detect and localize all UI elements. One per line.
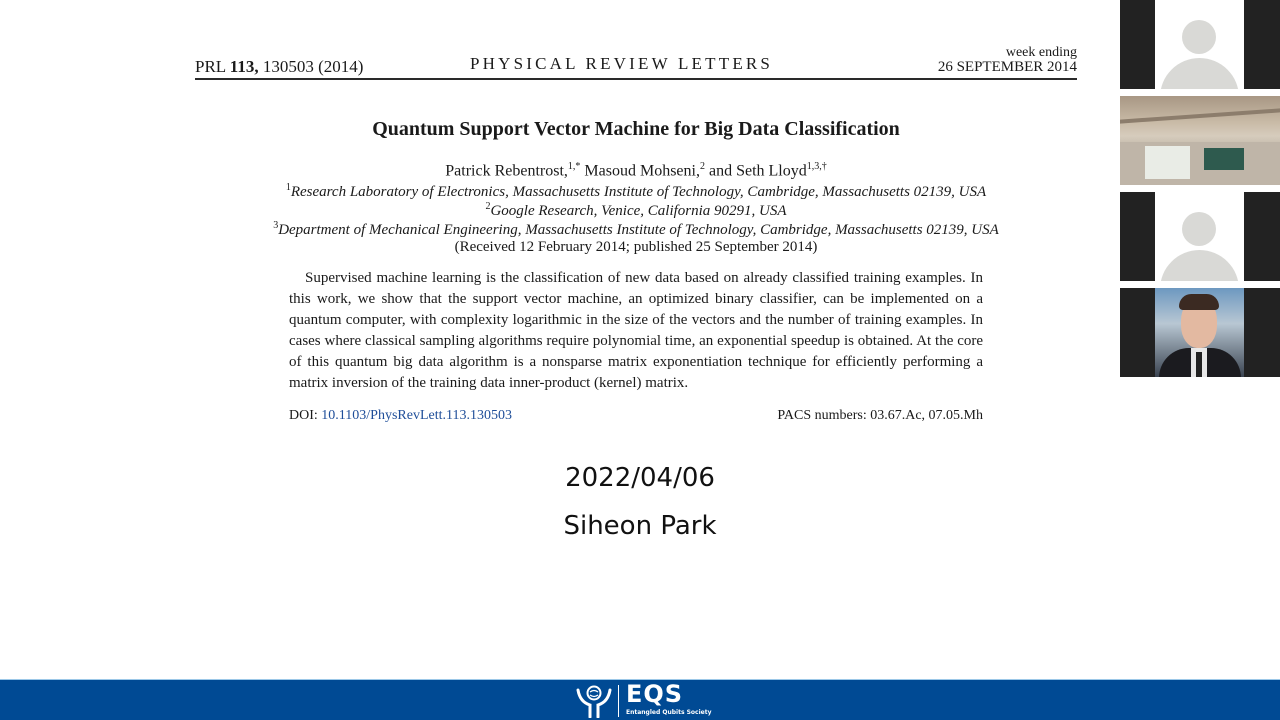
pacs-numbers: PACS numbers: 03.67.Ac, 07.05.Mh — [777, 408, 983, 423]
user-silhouette-icon — [1182, 20, 1216, 54]
projector-screen — [1145, 146, 1190, 179]
doi-link[interactable]: 10.1103/PhysRevLett.113.130503 — [321, 408, 512, 423]
journal-reference: PRL 113, 130503 (2014) — [195, 57, 364, 76]
affiliation-1: $^1$Research Laboratory of Electronics, Massachusetts Institute of Technology, Cambridge, Massachusetts 02139, USA — [285, 182, 987, 200]
logo-divider — [618, 685, 619, 717]
affiliation-3: $^3$Department of Mechanical Engineering, Massachusetts Institute of Technology, Cambridge, Massachusetts 02139, USA — [273, 220, 999, 238]
user-silhouette-body — [1160, 250, 1239, 281]
participant-tile[interactable] — [1120, 192, 1280, 281]
presentation-date: 2022/04/06 — [565, 463, 715, 493]
footer-banner — [0, 679, 1280, 720]
doi: DOI: 10.1103/PhysRevLett.113.130503 — [289, 408, 512, 423]
paper-title: Quantum Support Vector Machine for Big Data Classification — [372, 118, 900, 140]
paper-abstract: Supervised machine learning is the classification of new data based on already classified training examples. In this work, we show that the support vector machine, an optimized binary classifier, can be implemented on a quantum computer, with complexity logarithmic in the size of the vectors and the number of training examples. In cases where classical sampling algorithms require polynomial time, an exponential speedup is obtained. At the core of this quantum big data algorithm is a nonsparse matrix exponentiation technique for efficiently performing a matrix inversion of the training data inner-product (kernel) matrix. — [289, 270, 983, 391]
journal-name: PHYSICAL REVIEW LETTERS — [470, 54, 774, 73]
eqs-emblem-icon — [574, 684, 614, 718]
journal-header — [195, 40, 1077, 80]
paper-authors: Patrick Rebentrost,$^{1,*}$ Masoud Mohseni,$^2$ and Seth Lloyd$^{1,3,\dagger}$ — [445, 161, 827, 180]
presenter-name: Siheon Park — [563, 511, 717, 541]
user-silhouette-body — [1160, 58, 1239, 89]
participant-tile[interactable] — [1120, 96, 1280, 185]
logo-text: EQS — [626, 680, 684, 708]
logo-subtitle: Entangled Qubits Society — [626, 709, 712, 716]
participant-tile[interactable] — [1120, 0, 1280, 89]
participant-tile[interactable] — [1120, 288, 1280, 377]
user-silhouette-icon — [1182, 212, 1216, 246]
week-ending: week ending 26 SEPTEMBER 2014 — [937, 45, 1077, 75]
avatar-placeholder — [1155, 0, 1244, 89]
classroom-video — [1120, 96, 1280, 185]
chalkboard — [1204, 148, 1244, 170]
paper-excerpt — [195, 40, 1077, 423]
received-dates: (Received 12 February 2014; published 25 September 2014) — [454, 239, 818, 255]
affiliation-2: $^2$Google Research, Venice, California 90291, USA — [485, 201, 787, 219]
avatar-placeholder — [1155, 192, 1244, 281]
eqs-logo — [574, 682, 714, 719]
participant-video — [1155, 288, 1244, 377]
